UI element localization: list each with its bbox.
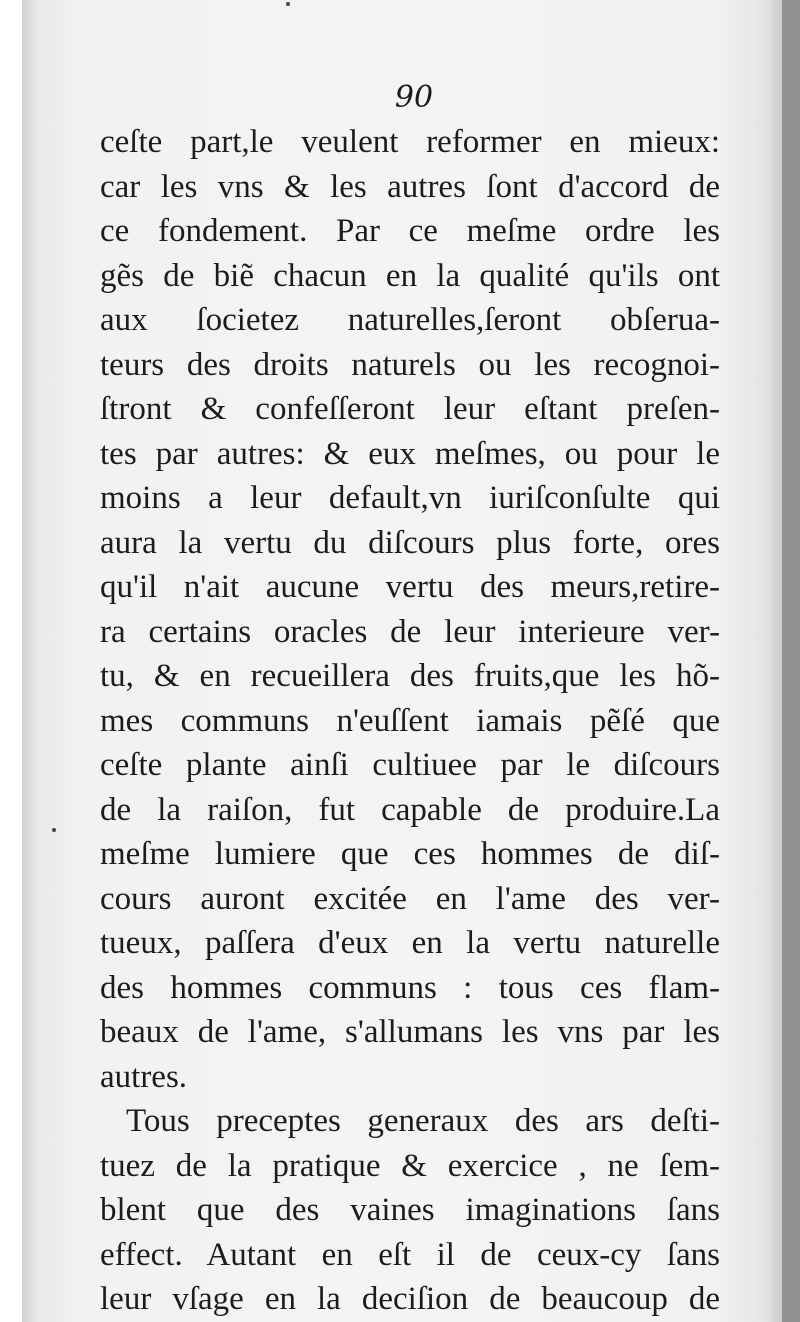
text-line: tu, & en recueillera des fruits,que les hõ- [100, 658, 720, 694]
text-line: des hommes communs : tous ces flam- [100, 969, 720, 1006]
body-text [100, 120, 720, 1322]
page-number: 90 [394, 80, 434, 115]
text-line: ceſte part,le veulent reformer en mieux: [100, 124, 720, 160]
paragraph-start-line: Tous preceptes generaux des ars deſti- [126, 1103, 720, 1139]
page-edge-shadow [782, 0, 800, 1322]
text-line: moins a leur default,vn iuriſconſulte qui [100, 480, 720, 516]
text-line: effect. Autant en eſt il de ceux-cy ſans [100, 1236, 720, 1273]
text-line: aura la vertu du diſcours plus forte, ores [100, 524, 720, 561]
ink-speck [286, 2, 290, 6]
text-line: cours auront excitée en l'ame des ver- [100, 880, 720, 917]
text-line: tuez de la pratique & exercice , ne ſem- [100, 1147, 720, 1184]
text-line: car les vns & les autres ſont d'accord de [100, 168, 720, 205]
text-line: teurs des droits naturels ou les recognoi- [100, 346, 720, 383]
text-line: ſtront & confeſſeront leur eſtant preſen- [100, 391, 720, 427]
ink-speck [52, 828, 56, 832]
paragraph-end-line: autres. [100, 1058, 188, 1095]
text-line: de la raiſon, fut capable de produire.La [100, 791, 720, 828]
text-line: qu'il n'ait aucune vertu des meurs,retire- [100, 569, 720, 605]
text-line: ra certains oracles de leur interieure ver- [100, 613, 720, 650]
text-line: meſme lumiere que ces hommes de diſ- [100, 836, 720, 872]
text-line: ceſte plante ainſi cultiuee par le diſcours [100, 747, 720, 783]
text-line: gẽs de biẽ chacun en la qualité qu'ils ont [100, 257, 720, 294]
text-line: blent que des vaines imaginations ſans [100, 1192, 720, 1228]
text-line: mes communs n'euſſent iamais pẽſé que [100, 702, 720, 739]
text-line: aux ſocietez naturelles,ſeront obſerua- [100, 302, 720, 338]
text-line: ce fondement. Par ce meſme ordre les [100, 213, 720, 249]
text-line: tes par autres: & eux meſmes, ou pour le [100, 435, 720, 472]
text-line: tueux, paſſera d'eux en la vertu naturelle [100, 925, 720, 961]
text-line: leur vſage en la deciſion de beaucoup de [100, 1281, 720, 1317]
text-line: beaux de l'ame, s'allumans les vns par les [100, 1014, 720, 1050]
